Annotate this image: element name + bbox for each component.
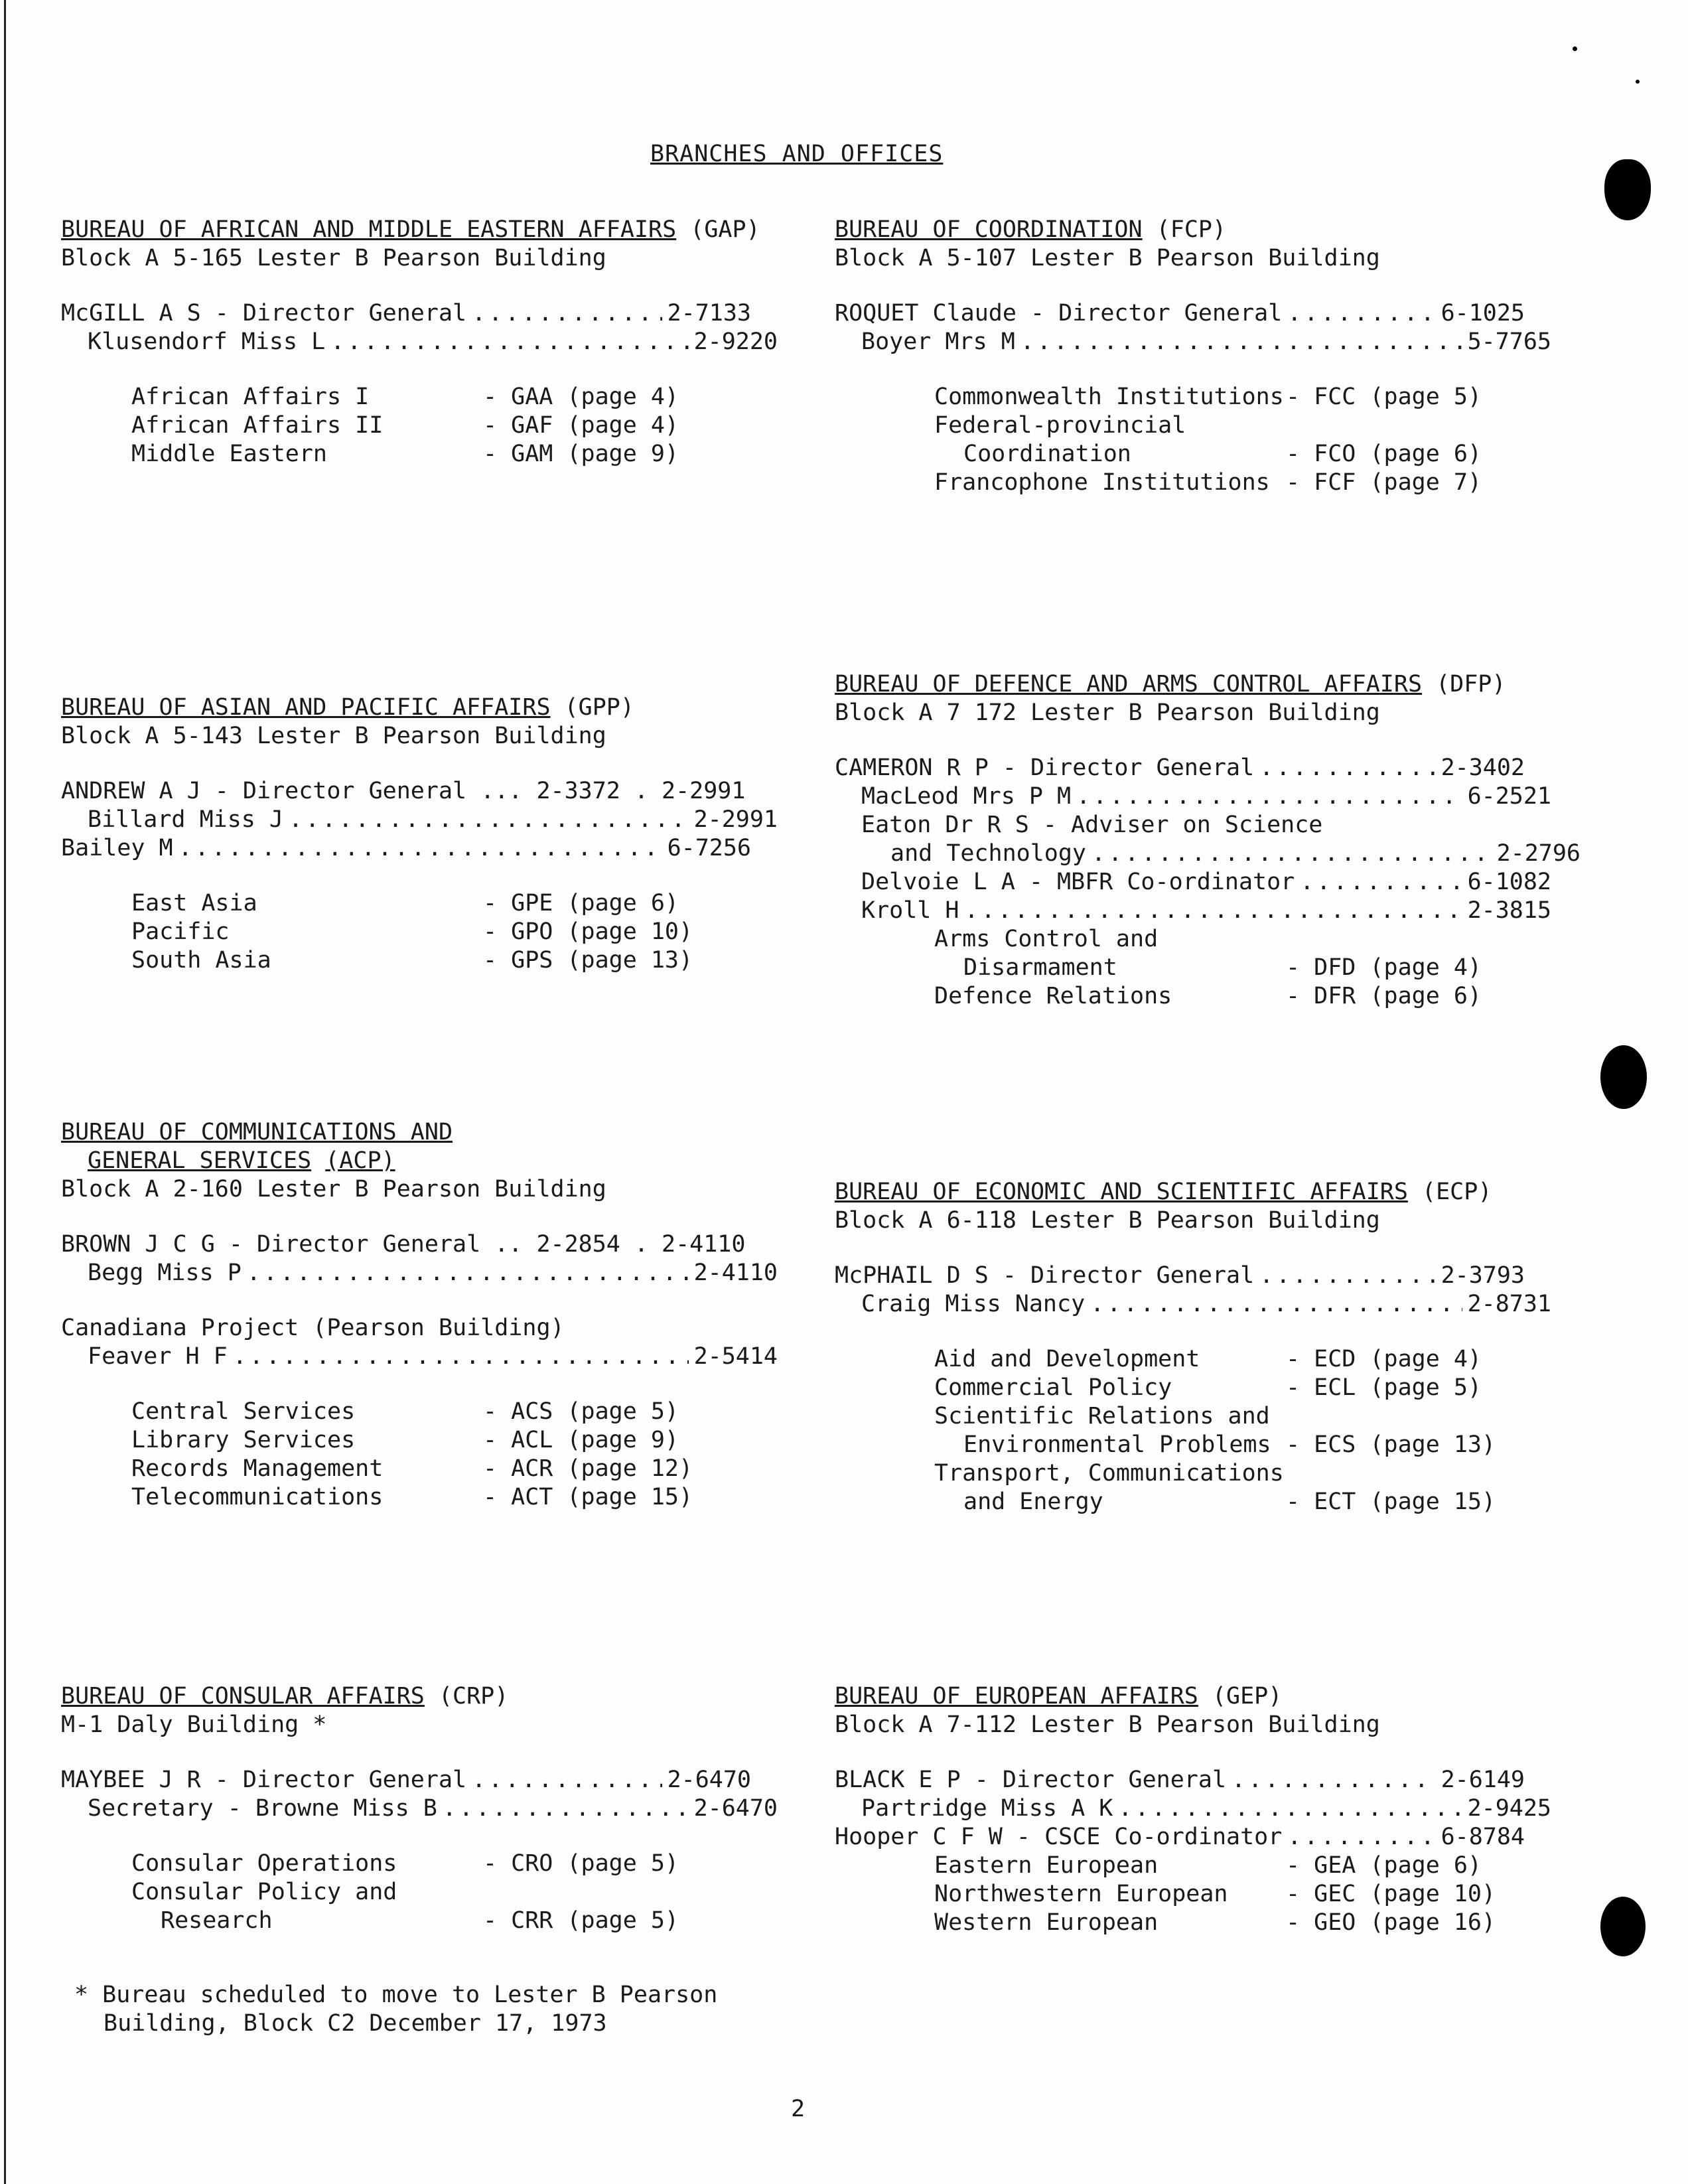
punch-hole — [1600, 1897, 1646, 1956]
person-row: Klusendorf Miss L ..... 2-9220 — [61, 328, 778, 356]
page-title: BRANCHES AND OFFICES — [650, 141, 944, 167]
office-row: Consular Operations - CRO (page 5) — [131, 1850, 679, 1877]
office-row: Central Services - ACS (page 5) — [131, 1398, 679, 1425]
page-number: 2 — [791, 2096, 806, 2122]
section-heading: GENERAL SERVICES (ACP) — [88, 1147, 395, 1174]
office-row: Scientific Relations and — [934, 1403, 1270, 1429]
section-heading: BUREAU OF ASIAN AND PACIFIC AFFAIRS (GPP) — [61, 694, 634, 721]
section-heading: BUREAU OF COMMUNICATIONS AND — [61, 1119, 453, 1145]
person-row: Begg Miss P ..... 2-4110 — [61, 1259, 778, 1287]
section-european-affairs — [835, 1682, 1571, 1937]
section-heading: BUREAU OF CONSULAR AFFAIRS (CRP) — [61, 1683, 509, 1710]
office-row: Commonwealth Institutions - FCC (page 5) — [934, 384, 1482, 410]
office-row: Commercial Policy - ECL (page 5) — [934, 1374, 1482, 1401]
person-row: Partridge Miss A K ..... 2-9425 — [835, 1794, 1551, 1823]
person-row: BLACK E P - Director General ..... 2-6149 — [835, 1766, 1525, 1794]
office-row: African Affairs I - GAA (page 4) — [131, 384, 679, 410]
office-row: Transport, Communications — [934, 1460, 1284, 1487]
office-row: Records Management - ACR (page 12) — [131, 1455, 693, 1482]
section-location: M-1 Daly Building * — [61, 1711, 327, 1738]
person-row: ROQUET Claude - Director General ..... 6-1025 — [835, 299, 1525, 328]
office-row: Middle Eastern - GAM (page 9) — [131, 441, 679, 467]
section-heading: BUREAU OF COORDINATION (FCP) — [835, 216, 1227, 243]
person-row: Craig Miss Nancy ..... 2-8731 — [835, 1290, 1551, 1319]
section-heading: BUREAU OF ECONOMIC AND SCIENTIFIC AFFAIRS (ECP) — [835, 1179, 1492, 1205]
office-row: Pacific - GPO (page 10) — [131, 918, 693, 945]
person-row: Delvoie L A - MBFR Co-ordinator ..... 6-1082 — [835, 868, 1551, 897]
office-row: Northwestern European - GEC (page 10) — [934, 1881, 1496, 1907]
section-asian-pacific — [61, 693, 798, 975]
office-row: Aid and Development - ECD (page 4) — [934, 1346, 1482, 1372]
office-row: Defence Relations - DFR (page 6) — [934, 983, 1482, 1009]
person-row: Kroll H ..... 2-3815 — [835, 897, 1551, 925]
office-row: Arms Control and — [934, 926, 1159, 952]
person-row: Billard Miss J ..... 2-2991 — [61, 806, 778, 834]
project-label: Canadiana Project (Pearson Building) — [61, 1315, 565, 1341]
section-african-middle-eastern — [61, 216, 798, 469]
office-row: and Energy - ECT (page 15) — [963, 1489, 1496, 1515]
person-row: McGILL A S - Director General ..... 2-7133 — [61, 299, 751, 328]
section-location: Block A 7 172 Lester B Pearson Building — [835, 699, 1380, 726]
section-location: Block A 7-112 Lester B Pearson Building — [835, 1711, 1380, 1738]
person-row: Bailey M ..... 6-7256 — [61, 834, 751, 863]
person-row: Eaton Dr R S - Adviser on Science — [861, 812, 1323, 838]
person-row: Hooper C F W - CSCE Co-ordinator ..... 6-8784 — [835, 1823, 1525, 1852]
section-heading: BUREAU OF DEFENCE AND ARMS CONTROL AFFAIRS (DFP) — [835, 671, 1506, 697]
office-row: Consular Policy and — [131, 1879, 397, 1905]
person-row: Boyer Mrs M ..... 5-7765 — [835, 328, 1551, 356]
section-location: Block A 2-160 Lester B Pearson Building — [61, 1176, 606, 1202]
person-row: Feaver H F ..... 2-5414 — [61, 1343, 778, 1371]
office-row: Eastern European - GEA (page 6) — [934, 1852, 1482, 1879]
section-location: Block A 6-118 Lester B Pearson Building — [835, 1207, 1380, 1234]
person-row: MacLeod Mrs P M ..... 6-2521 — [835, 782, 1551, 811]
person-row: McPHAIL D S - Director General ..... 2-3793 — [835, 1262, 1525, 1290]
office-row: Coordination - FCO (page 6) — [963, 441, 1482, 467]
office-row: Environmental Problems - ECS (page 13) — [963, 1431, 1496, 1458]
office-row: Library Services - ACL (page 9) — [131, 1427, 679, 1453]
person-row: Secretary - Browne Miss B ..... 2-6470 — [61, 1794, 778, 1823]
person-row: and Technology ..... 2-2796 — [835, 839, 1581, 868]
section-consular-affairs — [61, 1682, 798, 1935]
punch-hole — [1604, 159, 1651, 220]
person-row: MAYBEE J R - Director General ..... 2-6470 — [61, 1766, 751, 1794]
person-row: CAMERON R P - Director General ..... 2-3402 — [835, 754, 1525, 782]
speck — [1573, 46, 1577, 51]
punch-hole — [1600, 1045, 1647, 1109]
section-location: Block A 5-143 Lester B Pearson Building — [61, 723, 606, 749]
section-location: Block A 5-165 Lester B Pearson Building — [61, 245, 606, 271]
footnote: * Bureau scheduled to move to Lester B Pearson Building, Block C2 December 17, 1973 — [74, 1982, 718, 2037]
office-row: African Affairs II - GAF (page 4) — [131, 412, 679, 439]
speck — [1636, 80, 1640, 84]
office-row: Disarmament - DFD (page 4) — [963, 954, 1482, 981]
person-row: BROWN J C G - Director General .. 2-2854 . 2-4110 — [61, 1231, 746, 1258]
office-row: South Asia - GPS (page 13) — [131, 947, 693, 974]
section-defence-arms-control — [835, 670, 1581, 1011]
office-row: East Asia - GPE (page 6) — [131, 890, 679, 916]
office-row: Western European - GEO (page 16) — [934, 1909, 1496, 1936]
office-row: Telecommunications - ACT (page 15) — [131, 1484, 693, 1510]
section-coordination — [835, 216, 1571, 497]
office-row: Research - CRR (page 5) — [161, 1907, 679, 1934]
section-economic-scientific — [835, 1178, 1571, 1516]
section-communications-general-services — [61, 1118, 798, 1512]
section-location: Block A 5-107 Lester B Pearson Building — [835, 245, 1380, 271]
section-heading: BUREAU OF AFRICAN AND MIDDLE EASTERN AFFAIRS (GAP) — [61, 216, 760, 243]
person-row: ANDREW A J - Director General ... 2-3372 . 2-2991 — [61, 778, 746, 804]
office-row: Francophone Institutions - FCF (page 7) — [934, 469, 1482, 496]
page-edge-line — [4, 0, 6, 2184]
section-heading: BUREAU OF EUROPEAN AFFAIRS (GEP) — [835, 1683, 1283, 1710]
office-row: Federal-provincial — [934, 412, 1186, 439]
